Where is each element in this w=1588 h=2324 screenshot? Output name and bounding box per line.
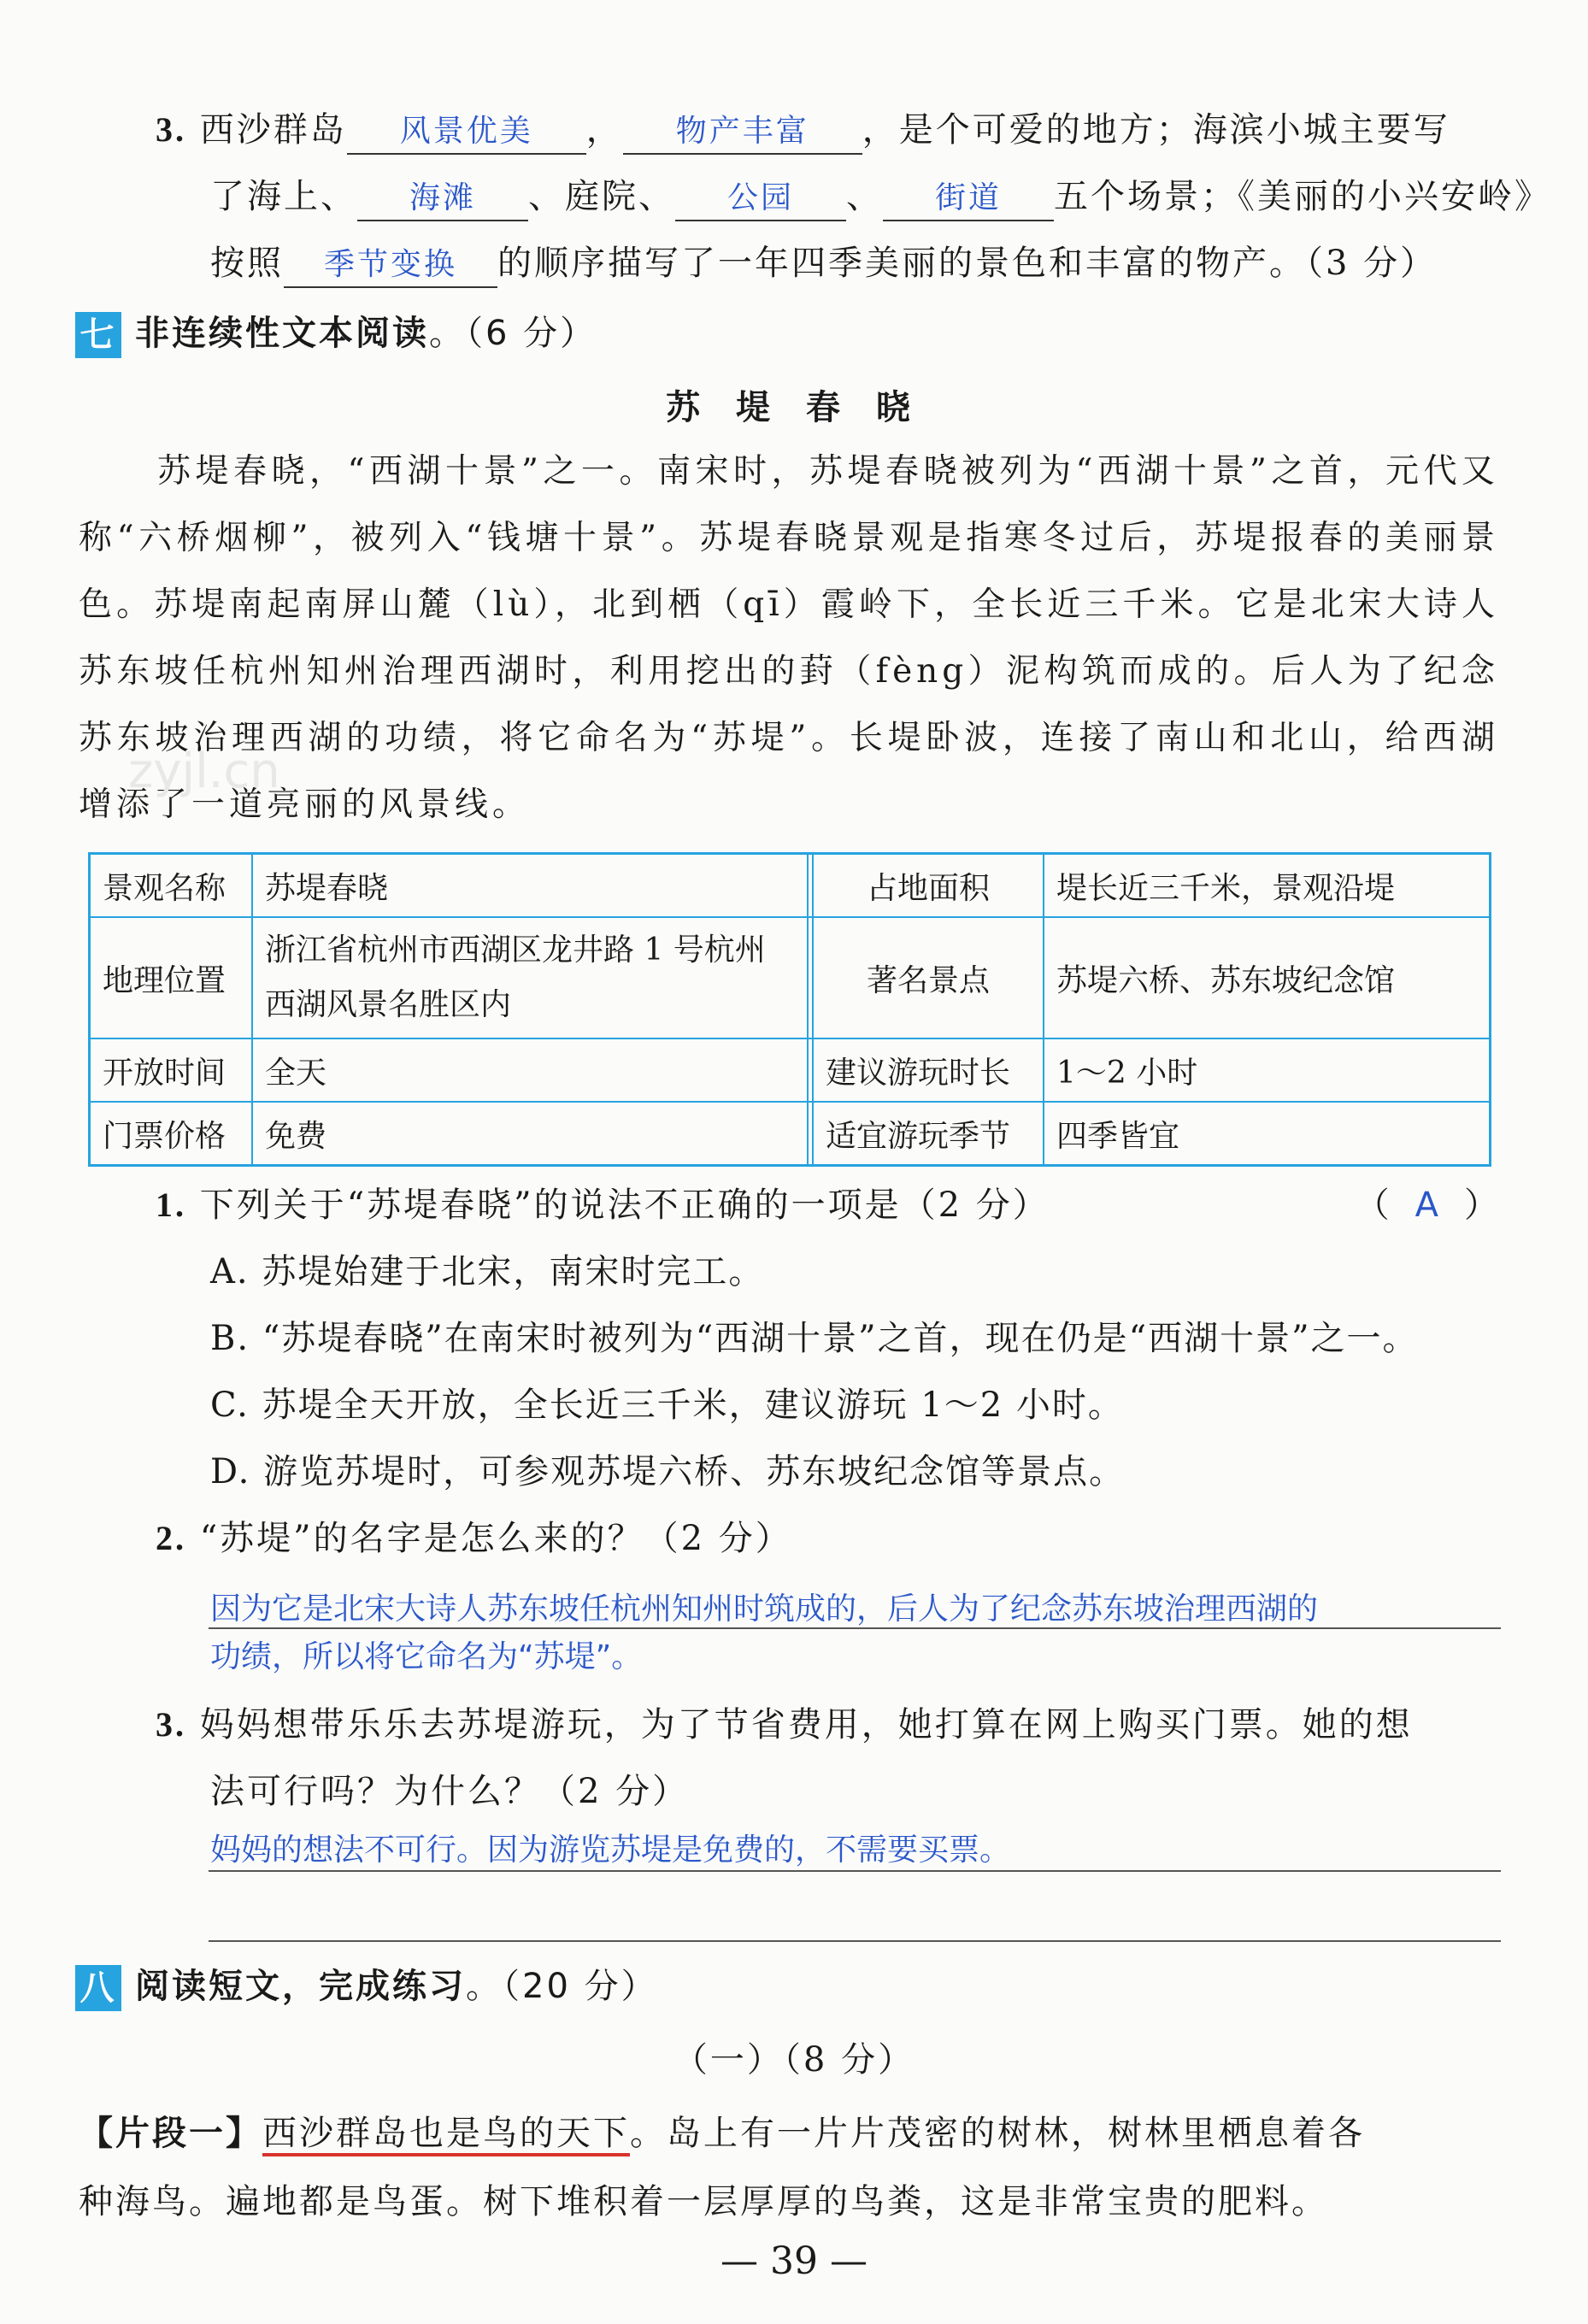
q3-answer-5[interactable]: 街道 [883,177,1054,221]
option-a: A. 苏堤始建于北宋，南宋时完工。 [210,1252,765,1291]
section-8-heading [75,1961,658,2012]
paren: ） [1464,1186,1498,1225]
table-row [90,1102,1491,1166]
q3-answer-6[interactable]: 季节变换 [284,244,497,288]
question-text: 下列关于“苏堤春晓”的说法不正确的一项是（2 分） [199,1186,1050,1225]
question-2 [156,1513,792,1564]
q3-number: 3. [156,110,186,149]
question-number: 3. [156,1705,186,1744]
section-7-badge: 七 [75,312,121,358]
article-text: 苏堤春晓，“西湖十景”之一。南宋时，苏堤春晓被列为“西湖十景”之首，元代又称“六桥烟柳”，被列入“钱塘十景”。苏堤春晓景观是指寒冬过后，苏堤报春的美丽景色。苏堤南起南屏山麓（lù），北到栖（qī）霞岭下，全长近三千米。它是北宋大诗人苏东坡任杭州知州治理西湖时，利用挖出的葑（fèng）泥构筑而成的。后人为了纪念苏东坡治理西湖的功绩，将它命名为“苏堤”。长堤卧波，连接了南山和北山，给西湖增添了一道亮丽的风景线。 [79,452,1499,824]
section-8-points: 。（20 分） [466,1967,658,2006]
q3-line1 [156,104,1450,156]
table-cell: 1～2 小时 [1044,1038,1491,1102]
underlined-sentence: 西沙群岛也是鸟的天下 [262,2114,630,2156]
article-paragraph [79,438,1499,838]
table-cell: 景观名称 [90,854,253,918]
info-table [88,852,1491,1167]
q3-text: 、 [846,177,883,216]
question-2-answer-line-1[interactable]: 因为它是北宋大诗人苏东坡任杭州知州时筑成的，后人为了纪念苏东坡治理西湖的 [210,1591,1319,1627]
section-8-badge: 八 [75,1965,121,2011]
fragment-1-line1 [79,2108,1365,2159]
fragment-1-line2: 种海鸟。遍地都是鸟蛋。树下堆积着一层厚厚的鸟粪，这是非常宝贵的肥料。 [79,2182,1328,2221]
table-cell: 四季皆宜 [1044,1102,1491,1166]
table-cell: 苏堤春晓 [252,854,808,918]
section-7-points: 。（6 分） [429,314,597,353]
option-c: C. 苏堤全天开放，全长近三千米，建议游玩 1～2 小时。 [210,1386,1124,1425]
article-title: 苏 堤 春 晓 [666,388,922,427]
q3-line3 [210,238,1437,289]
answer-rule [209,1627,1501,1629]
section-7-title: 非连续性文本阅读 [135,314,429,353]
q3-answer-3[interactable]: 海滩 [357,177,528,221]
question-number: 2. [156,1519,186,1557]
table-cell: 建议游玩时长 [813,1038,1044,1102]
question-1 [156,1180,1050,1231]
table-row [90,854,1491,918]
q3-answer-4[interactable]: 公园 [675,177,846,221]
paren: （ [1355,1186,1390,1225]
q3-text: 了海上、 [210,177,357,216]
q3-text: 的顺序描写了一年四季美丽的景色和丰富的物产。（3 分） [497,244,1438,283]
answer-rule [209,1870,1501,1872]
section-8-title: 阅读短文，完成练习 [135,1967,466,2006]
table-cell: 免费 [252,1102,808,1166]
question-3 [156,1699,1413,1750]
question-1-answer[interactable]: A [1414,1186,1438,1225]
table-cell: 开放时间 [90,1038,253,1102]
answer-rule [209,1940,1501,1942]
subsection-title: （一）（8 分） [673,2040,915,2080]
question-text: “苏堤”的名字是怎么来的？（2 分） [199,1519,792,1558]
question-number: 1. [156,1186,186,1224]
table-cell: 门票价格 [90,1102,253,1166]
watermark: zyjl.cn [128,744,280,799]
question-3-answer[interactable]: 妈妈的想法不可行。因为游览苏堤是免费的，不需要买票。 [210,1833,1011,1868]
option-d: D. 游览苏堤时，可参观苏堤六桥、苏东坡纪念馆等景点。 [210,1452,1126,1491]
q3-answer-2[interactable]: 物产丰富 [623,110,862,155]
question-3-line2: 法可行吗？为什么？（2 分） [210,1772,690,1811]
option-b: B. “苏堤春晓”在南宋时被列为“西湖十景”之首，现在仍是“西湖十景”之一。 [210,1319,1419,1358]
fragment-label: 【片段一】 [79,2114,262,2153]
table-cell: 著名景点 [813,917,1044,1038]
q3-text: 、庭院、 [528,177,675,216]
question-2-answer-line-2[interactable]: 功绩，所以将它命名为“苏堤”。 [210,1639,643,1674]
q3-text: 西沙群岛 [199,110,347,150]
table-cell: 苏堤六桥、苏东坡纪念馆 [1044,917,1491,1038]
q3-text: 五个场景；《美丽的小兴安岭》 [1054,177,1551,216]
table-cell: 地理位置 [90,917,253,1038]
question-1-answer-box [1356,1180,1498,1231]
page-number: — 39 — [720,2239,868,2283]
table-cell: 堤长近三千米，景观沿堤 [1044,854,1491,918]
q3-text: 按照 [210,244,284,283]
fragment-text: 。岛上有一片片茂密的树林，树林里栖息着各 [630,2114,1365,2153]
q3-text: ，是个可爱的地方；海滨小城主要写 [862,110,1450,150]
q3-text: ， [585,110,623,150]
question-text: 妈妈想带乐乐去苏堤游玩，为了节省费用，她打算在网上购买门票。她的想 [199,1705,1413,1744]
table-row [90,1038,1491,1102]
section-7-heading [75,308,597,359]
table-cell: 适宜游玩季节 [813,1102,1044,1166]
table-cell: 占地面积 [813,854,1044,918]
table-row [90,917,1491,1038]
table-cell: 全天 [252,1038,808,1102]
q3-line2 [210,171,1551,222]
q3-answer-1[interactable]: 风景优美 [347,110,586,155]
table-cell: 浙江省杭州市西湖区龙井路 1 号杭州西湖风景名胜区内 [252,917,808,1038]
